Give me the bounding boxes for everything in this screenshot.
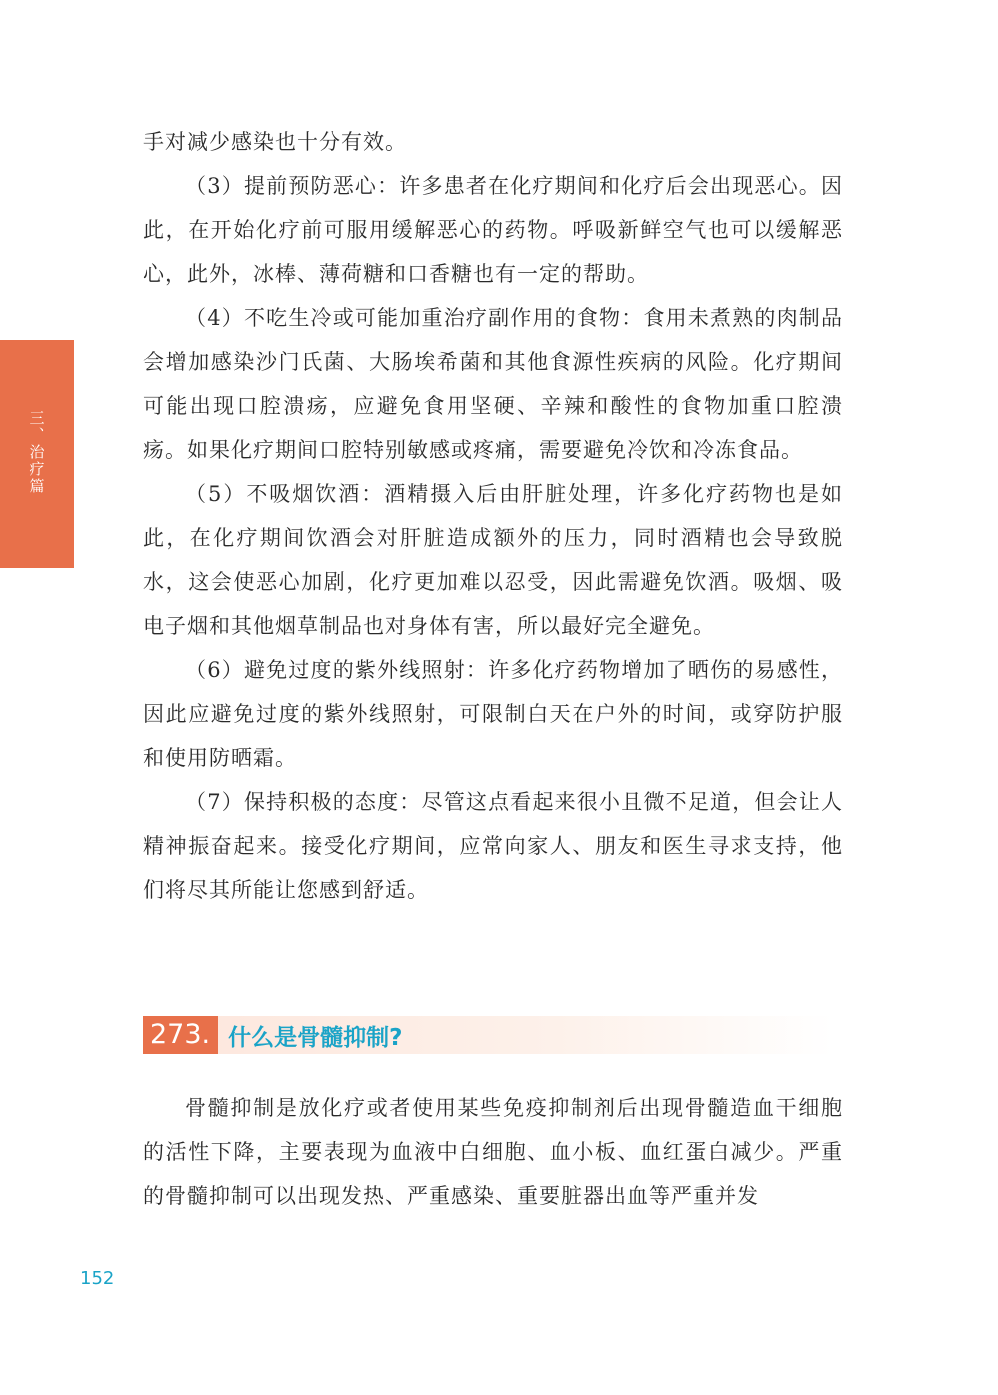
section-title: 什么是骨髓抑制? <box>228 1024 403 1051</box>
section-heading <box>143 1016 833 1054</box>
paragraph-item-6: （6）避免过度的紫外线照射：许多化疗药物增加了晒伤的易感性，因此应避免过度的紫外线照射，可限制白天在户外的时间，或穿防护服和使用防晒霜。 <box>143 658 843 770</box>
main-text <box>143 120 843 912</box>
paragraph-item-7: （7）保持积极的态度：尽管这点看起来很小且微不足道，但会让人精神振奋起来。接受化疗期间，应常向家人、朋友和医生寻求支持，他们将尽其所能让您感到舒适。 <box>143 790 843 902</box>
paragraph-continuation: 手对减少感染也十分有效。 <box>143 130 407 154</box>
paragraph-item-5: （5）不吸烟饮酒：酒精摄入后由肝脏处理，许多化疗药物也是如此，在化疗期间饮酒会对肝脏造成额外的压力，同时酒精也会导致脱水，这会使恶心加剧，化疗更加难以忍受，因此需避免饮酒。吸烟、吸电子烟和其他烟草制品也对身体有害，所以最好完全避免。 <box>143 482 843 638</box>
paragraph-item-3: （3）提前预防恶心：许多患者在化疗期间和化疗后会出现恶心。因此，在开始化疗前可服用缓解恶心的药物。呼吸新鲜空气也可以缓解恶心，此外，冰棒、薄荷糖和口香糖也有一定的帮助。 <box>143 174 843 286</box>
section-number-badge: 273. <box>143 1016 218 1054</box>
chapter-side-tab-label: 三、治疗篇 <box>27 410 46 495</box>
section-body <box>143 1086 843 1218</box>
section-body-paragraph: 骨髓抑制是放化疗或者使用某些免疫抑制剂后出现骨髓造血干细胞的活性下降，主要表现为血液中白细胞、血小板、血红蛋白减少。严重的骨髓抑制可以出现发热、严重感染、重要脏器出血等严重并发 <box>143 1096 843 1208</box>
page-number: 152 <box>80 1268 115 1289</box>
paragraph-item-4: （4）不吃生冷或可能加重治疗副作用的食物：食用未煮熟的肉制品会增加感染沙门氏菌、大肠埃希菌和其他食源性疾病的风险。化疗期间可能出现口腔溃疡，应避免食用坚硬、辛辣和酸性的食物加重口腔溃疡。如果化疗期间口腔特别敏感或疼痛，需要避免冷饮和冷冻食品。 <box>143 306 843 462</box>
chapter-side-tab <box>0 340 74 568</box>
